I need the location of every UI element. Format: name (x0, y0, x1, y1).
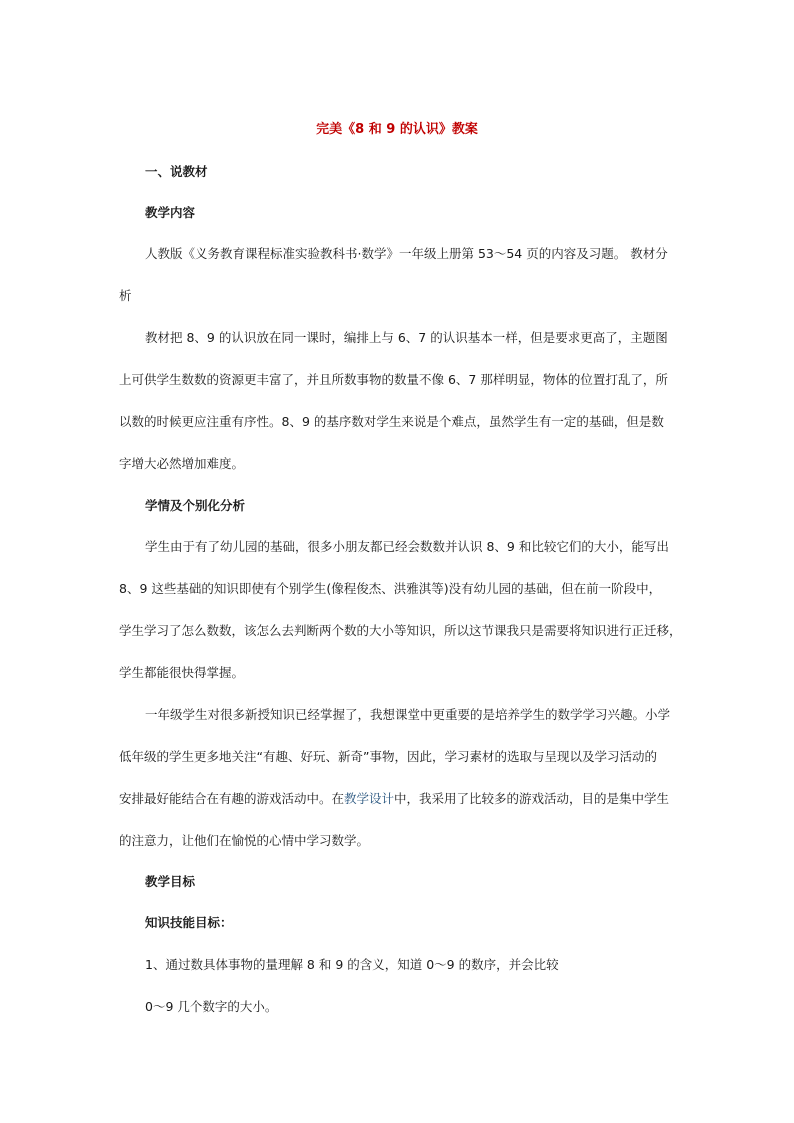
paragraph-line: 0～9 几个数字的大小。 (145, 999, 278, 1014)
paragraph-line: 一年级学生对很多新授知识已经掌握了，我想课堂中更重要的是培养学生的数学学习兴趣。小学 (145, 707, 671, 722)
section-heading-teaching-material: 一、说教材 (145, 164, 208, 179)
paragraph-line: 上可供学生数数的资源更丰富了，并且所数事物的数量不像 6、7 那样明显，物体的位置打乱了，所 (119, 372, 668, 387)
paragraph-line: 8、9 这些基础的知识即使有个别学生(像程俊杰、洪雅淇等)没有幼儿园的基础，但在前一阶段中， (119, 581, 662, 596)
paragraph-line: 的注意力，让他们在愉悦的心情中学习数学。 (119, 833, 370, 848)
heading-teaching-content: 教学内容 (145, 205, 196, 220)
paragraph-line: 学生学习了怎么数数，该怎么去判断两个数的大小等知识，所以这节课我只是需要将知识进行正迁移， (119, 623, 682, 638)
paragraph-line: 以数的时候更应注重有序性。8、9 的基序数对学生来说是个难点，虽然学生有一定的基础，但是数 (119, 414, 664, 429)
paragraph-line (119, 790, 679, 808)
heading-teaching-goals: 教学目标 (145, 874, 196, 889)
paragraph-line: 教材把 8、9 的认识放在同一课时，编排上与 6、7 的认识基本一样，但是要求更高了，主题图 (145, 330, 668, 345)
paragraph-line: 1、通过数具体事物的量理解 8 和 9 的含义，知道 0～9 的数序，并会比较 (145, 957, 559, 972)
paragraph-line: 学生由于有了幼儿园的基础，很多小朋友都已经会数数并认识 8、9 和比较它们的大小，能写出 (145, 539, 669, 554)
paragraph-text: 安排最好能结合在有趣的游戏活动中。在 (119, 791, 345, 806)
document-title: 完美《8 和 9 的认识》教案 (316, 122, 478, 137)
paragraph-line: 学生都能很快得掌握。 (119, 665, 245, 680)
paragraph-line: 字增大必然增加难度。 (119, 456, 245, 471)
paragraph-text: 中，我采用了比较多的游戏活动，目的是集中学生 (394, 791, 670, 806)
heading-knowledge-skill-goals: 知识技能目标： (145, 915, 233, 930)
paragraph-line: 低年级的学生更多地关注“有趣、好玩、新奇”事物，因此，学习素材的选取与呈现以及学习活动的 (119, 749, 657, 764)
heading-learner-analysis: 学情及个别化分析 (145, 498, 246, 513)
paragraph-line: 析 (119, 288, 132, 303)
paragraph-line: 人教版《义务教育课程标准实验教科书·数学》一年级上册第 53～54 页的内容及习题。 教材分 (145, 246, 668, 261)
teaching-design-link[interactable]: 教学设计 (344, 791, 395, 806)
